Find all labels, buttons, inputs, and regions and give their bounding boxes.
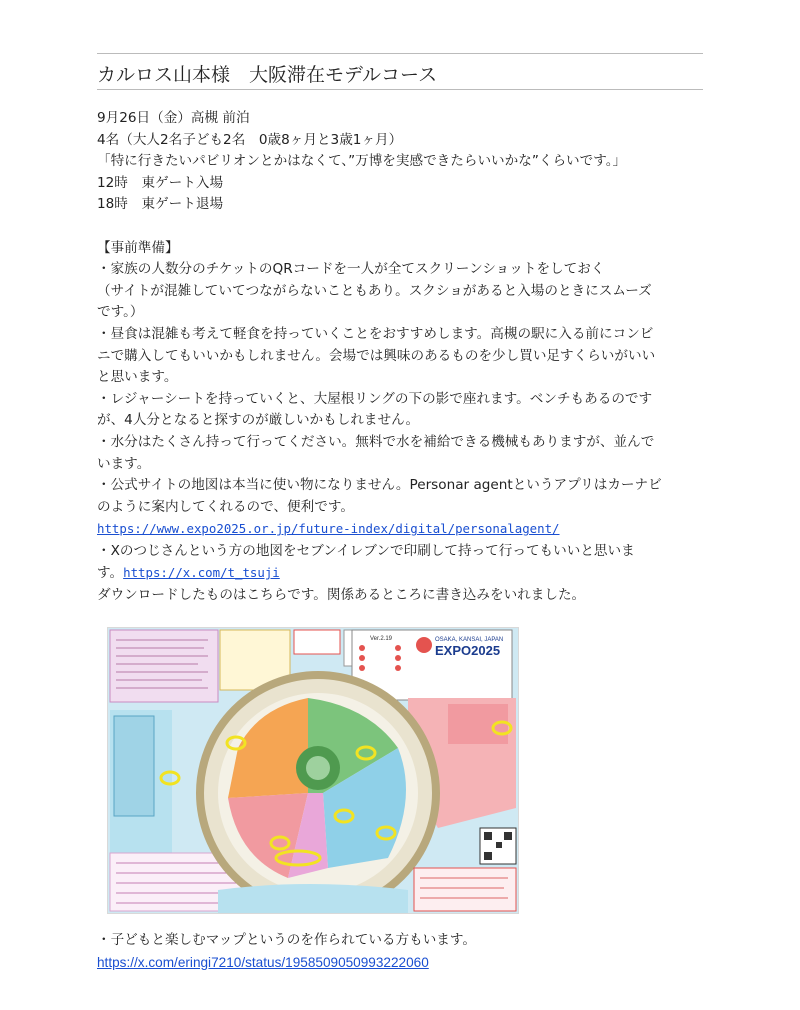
footer — [97, 930, 476, 974]
info-quote: 「特に行きたいパビリオンとかはなくて、”万博を実感できたらいいかな”くらいです。」 — [97, 153, 627, 170]
family-map-link[interactable]: https://x.com/eringi7210/status/1958509050993222060 — [97, 954, 429, 970]
blank-line — [97, 216, 707, 238]
expo-map-image — [107, 627, 519, 914]
page-title: カルロス山本様 大阪滞在モデルコース — [97, 64, 438, 86]
prep-line: います。 — [97, 455, 151, 472]
prep-line: ・レジャーシートを持っていくと、大屋根リングの下の影で座れます。ベンチもあるのです — [97, 390, 653, 407]
prep-line: が、4人分となると探すのが厳しいかもしれません。 — [97, 412, 420, 429]
expo-badge-small: OSAKA, KANSAI, JAPAN — [435, 637, 504, 643]
prep-line: （サイトが混雑していてつながらないこともあり。スクショがあると入場のときにスムーズ — [97, 282, 652, 299]
expo-badge-title: EXPO2025 — [435, 643, 501, 658]
prep-line: ・昼食は混雑も考えて軽食を持っていくことをおすすめします。高槻の駅に入る前にコンビ — [97, 325, 654, 342]
info-date: 9月26日（金）高槻 前泊 — [97, 110, 250, 126]
prep-line: です。） — [97, 304, 144, 321]
download-note: ダウンロードしたものはこちらです。関係あるところに書き込みをいれました。 — [97, 587, 586, 604]
prep-heading: 【事前準備】 — [97, 239, 179, 256]
info-entry: 12時 東ゲート入場 — [97, 174, 224, 191]
top-divider — [97, 53, 703, 54]
prep-line: と思います。 — [97, 369, 178, 386]
info-party: 4名（大人2名子ども2名 0歳8ヶ月と3歳1ヶ月） — [97, 131, 403, 148]
personal-agent-link[interactable]: https://www.expo2025.or.jp/future-index/digital/personalagent/ — [97, 521, 560, 537]
prep-line: ・Xのつじさんという方の地図をセブンイレブンで印刷して持って行ってもいいと思いま — [97, 542, 635, 559]
prep-line-prefix: す。 — [97, 565, 124, 582]
document-body — [97, 108, 707, 607]
prep-line: ・公式サイトの地図は本当に使い物になりません。Personar agentというアプリはカーナビ — [97, 477, 662, 494]
prep-line: ニで購入してもいいかもしれません。会場では興味のあるものを少し買い足すくらいがいい — [97, 347, 656, 364]
prep-line: のように案内してくれるので、便利です。 — [97, 498, 354, 515]
footer-note: ・子どもと楽しむマップというのを作られている方もいます。 — [97, 932, 476, 948]
prep-line: ・水分はたくさん持って行ってください。無料で水を補給できる機械もありますが、並んで — [97, 433, 655, 450]
prep-line: ・家族の人数分のチケットのQRコードを一人が全てスクリーンショットをしておく — [97, 261, 605, 278]
map-version: Ver.2.19 — [370, 636, 393, 642]
tsuji-x-link[interactable]: https://x.com/t_tsuji — [123, 565, 280, 581]
title-divider — [97, 89, 703, 90]
info-exit: 18時 東ゲート退場 — [97, 196, 224, 213]
